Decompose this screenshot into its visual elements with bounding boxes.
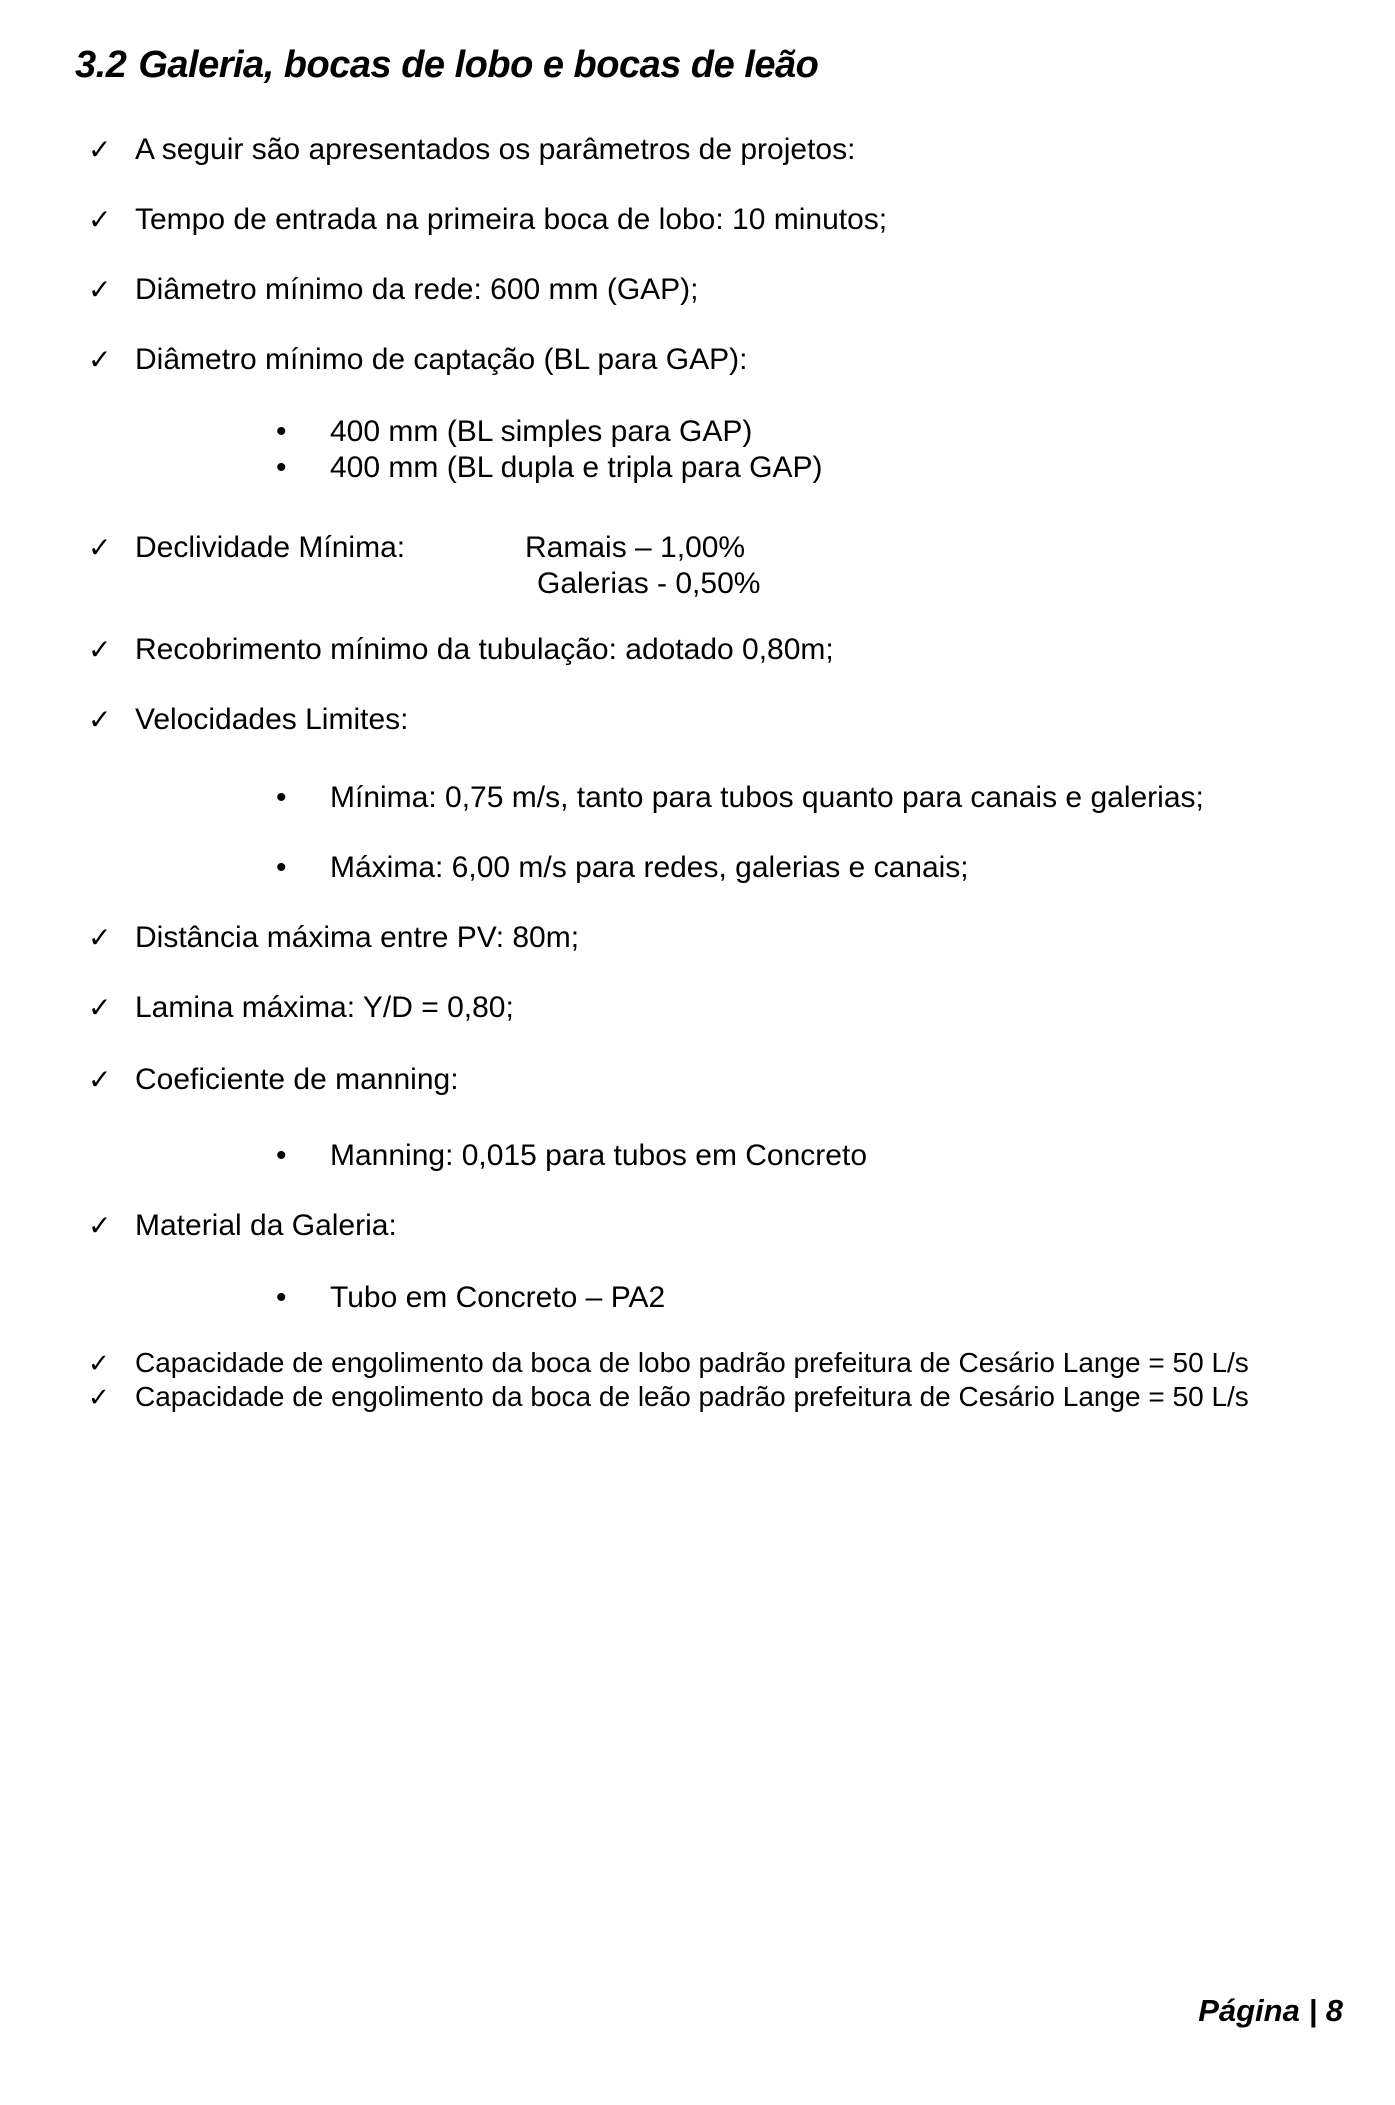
checklist-item-text: Lamina máxima: Y/D = 0,80; <box>135 991 514 1024</box>
sub-bullet-item <box>0 450 1395 486</box>
bullet-icon: • <box>276 1281 287 1314</box>
checklist-item-text: Capacidade de engolimento da boca de leão padrão prefeitura de Cesário Lange = 50 L/s <box>135 1381 1249 1412</box>
checklist-item-text: A seguir são apresentados os parâmetros de projetos: <box>135 133 856 166</box>
checklist-item <box>0 530 1395 602</box>
section-number: 3.2 <box>75 44 127 86</box>
sub-bullet-item <box>0 850 1395 886</box>
bullet-icon: • <box>276 1139 287 1172</box>
checkmark-icon: ✓ <box>88 274 112 305</box>
checkmark-icon: ✓ <box>88 1064 112 1095</box>
sub-bullet-item <box>0 1138 1395 1174</box>
checklist-item-text: Declividade Mínima: <box>135 531 406 564</box>
checkmark-icon: ✓ <box>88 704 112 735</box>
checklist-item <box>0 702 1395 738</box>
checklist-item <box>0 920 1395 956</box>
checklist-item <box>0 1208 1395 1244</box>
sub-bullet-item <box>0 780 1395 816</box>
section-heading <box>75 42 1395 88</box>
sub-bullet-text: 400 mm (BL dupla e tripla para GAP) <box>330 451 823 484</box>
bullet-icon: • <box>276 415 287 448</box>
checklist-item <box>0 1346 1395 1380</box>
checkmark-icon: ✓ <box>88 344 112 375</box>
declividade-galerias: Galerias - 0,50% <box>537 567 761 600</box>
checkmark-icon: ✓ <box>88 532 112 563</box>
sub-bullet-text: Máxima: 6,00 m/s para redes, galerias e canais; <box>330 851 969 884</box>
checklist-item-text: Tempo de entrada na primeira boca de lobo: 10 minutos; <box>135 203 888 236</box>
checklist-item-text: Diâmetro mínimo de captação (BL para GAP): <box>135 343 748 376</box>
checkmark-icon: ✓ <box>88 204 112 235</box>
checklist-item-text: Recobrimento mínimo da tubulação: adotado 0,80m; <box>135 633 834 666</box>
checklist-item <box>0 342 1395 378</box>
sub-bullet-item <box>0 414 1395 450</box>
sub-bullet-text: Manning: 0,015 para tubos em Concreto <box>330 1139 867 1172</box>
sub-bullet-item <box>0 1280 1395 1316</box>
checklist-item <box>0 272 1395 308</box>
declividade-values <box>525 530 760 602</box>
checklist-item <box>0 990 1395 1026</box>
checklist-item-text: Material da Galeria: <box>135 1209 397 1242</box>
checklist-item-text: Velocidades Limites: <box>135 703 409 736</box>
checkmark-icon: ✓ <box>88 1348 110 1378</box>
checklist-item-text: Capacidade de engolimento da boca de lobo padrão prefeitura de Cesário Lange = 50 L/s <box>135 1347 1249 1378</box>
checkmark-icon: ✓ <box>88 634 112 665</box>
checklist-item <box>0 1380 1395 1414</box>
sub-bullet-text: Tubo em Concreto – PA2 <box>330 1281 666 1314</box>
checkmark-icon: ✓ <box>88 992 112 1023</box>
sub-bullet-text: Mínima: 0,75 m/s, tanto para tubos quanto para canais e galerias; <box>330 781 1204 814</box>
checkmark-icon: ✓ <box>88 134 112 165</box>
bullet-icon: • <box>276 451 287 484</box>
declividade-ramais: Ramais – 1,00% <box>525 531 746 564</box>
sub-bullet-text: 400 mm (BL simples para GAP) <box>330 415 753 448</box>
page-number-footer: Página | 8 <box>1198 1993 1343 2028</box>
bullet-icon: • <box>276 851 287 884</box>
section-title: Galeria, bocas de lobo e bocas de leão <box>138 44 819 86</box>
checkmark-icon: ✓ <box>88 1382 110 1412</box>
checklist-item <box>0 1062 1395 1098</box>
checkmark-icon: ✓ <box>88 922 112 953</box>
checklist-item <box>0 132 1395 168</box>
bullet-icon: • <box>276 781 287 814</box>
checklist-item-text: Diâmetro mínimo da rede: 600 mm (GAP); <box>135 273 699 306</box>
checklist-item-text: Distância máxima entre PV: 80m; <box>135 921 580 954</box>
checklist-item <box>0 632 1395 668</box>
checklist-item-text: Coeficiente de manning: <box>135 1063 459 1096</box>
checklist-item <box>0 202 1395 238</box>
checkmark-icon: ✓ <box>88 1210 112 1241</box>
